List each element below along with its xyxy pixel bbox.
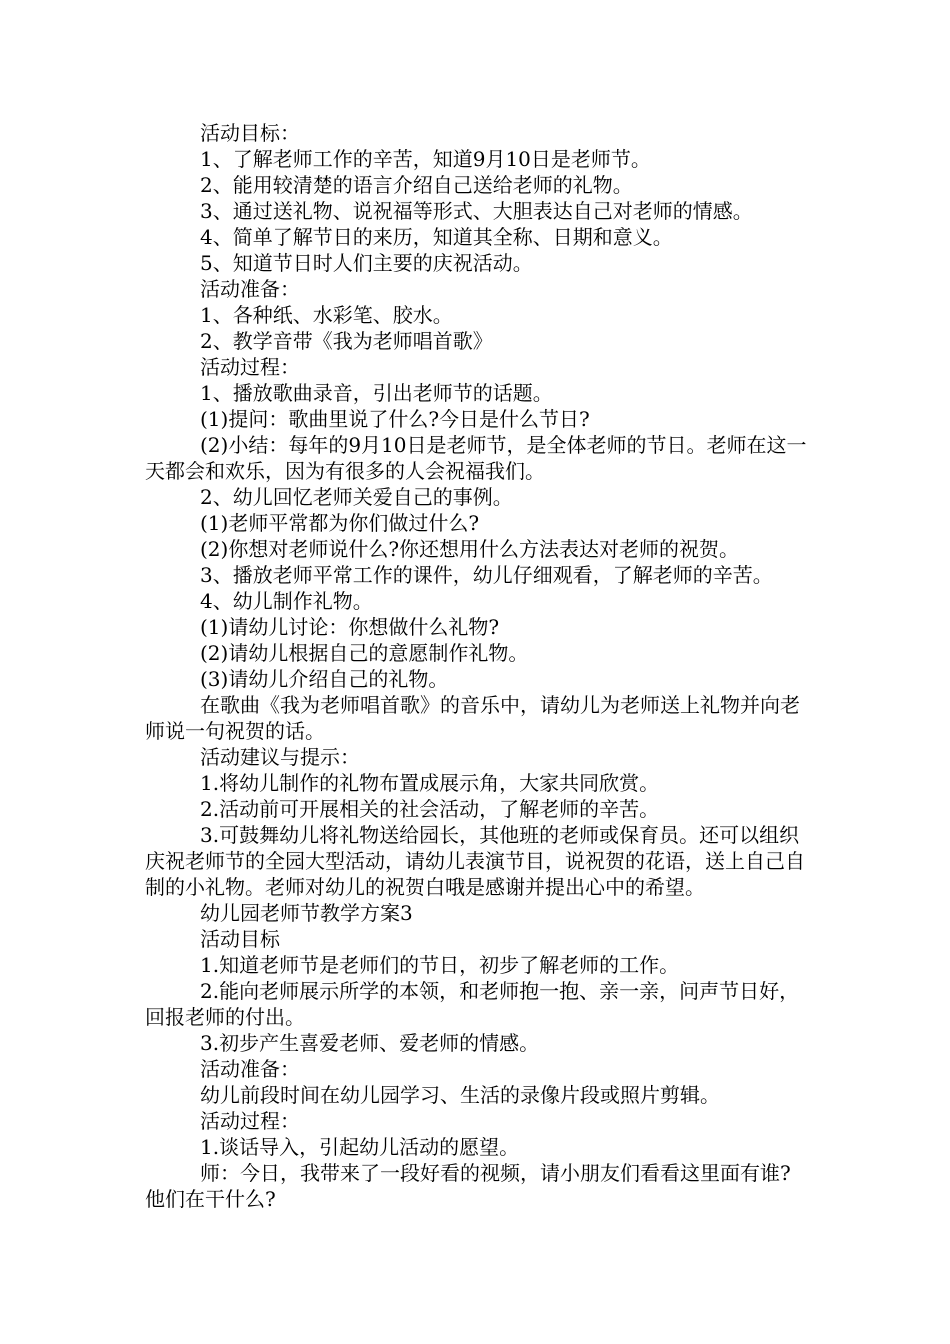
paragraph-7: 活动准备： [200,277,300,301]
paragraph-10: 活动过程： [200,355,300,379]
paragraph-17: 3、播放老师平常工作的课件，幼儿仔细观看，了解老师的辛苦。 [200,563,773,587]
paragraph-20: (2)请幼儿根据自己的意愿制作礼物。 [200,641,529,665]
paragraph-22: 在歌曲《我为老师唱首歌》的音乐中，请幼儿为老师送上礼物并向老师说一句祝贺的话。 [145,693,800,743]
document-body [145,120,810,1212]
paragraph-4: 3、通过送礼物、说祝福等形式、大胆表达自己对老师的情感。 [200,199,753,223]
paragraph-23: 活动建议与提示： [200,745,360,769]
paragraph-21: (3)请幼儿介绍自己的礼物。 [200,667,449,691]
paragraph-1: 活动目标： [200,121,300,145]
paragraph-11: 1、播放歌曲录音，引出老师节的话题。 [200,381,553,405]
paragraph-28: 活动目标 [200,927,280,951]
paragraph-25: 2.活动前可开展相关的社会活动，了解老师的辛苦。 [200,797,660,821]
paragraph-30: 2.能向老师展示所学的本领，和老师抱一抱、亲一亲，问声节日好，回报老师的付出。 [145,979,800,1029]
paragraph-8: 1、各种纸、水彩笔、胶水。 [200,303,453,327]
paragraph-31: 3.初步产生喜爱老师、爱老师的情感。 [200,1031,540,1055]
paragraph-15: (1)老师平常都为你们做过什么? [200,511,480,535]
paragraph-14: 2、幼儿回忆老师关爱自己的事例。 [200,485,513,509]
paragraph-12: (1)提问：歌曲里说了什么?今日是什么节日? [200,407,590,431]
paragraph-9: 2、教学音带《我为老师唱首歌》 [200,329,493,353]
paragraph-24: 1.将幼儿制作的礼物布置成展示角，大家共同欣赏。 [200,771,660,795]
paragraph-18: 4、幼儿制作礼物。 [200,589,373,613]
paragraph-36: 师：今日，我带来了一段好看的视频，请小朋友们看看这里面有谁?他们在干什么? [145,1161,791,1211]
paragraph-32: 活动准备： [200,1057,300,1081]
paragraph-35: 1.谈话导入，引起幼儿活动的愿望。 [200,1135,520,1159]
paragraph-3: 2、能用较清楚的语言介绍自己送给老师的礼物。 [200,173,633,197]
paragraph-13: (2)小结：每年的9月10日是老师节，是全体老师的节日。老师在这一天都会和欢乐，因为有很多的人会祝福我们。 [145,433,807,483]
paragraph-16: (2)你想对老师说什么?你还想用什么方法表达对老师的祝贺。 [200,537,740,561]
paragraph-5: 4、简单了解节日的来历，知道其全称、日期和意义。 [200,225,673,249]
paragraph-34: 活动过程： [200,1109,300,1133]
paragraph-2: 1、了解老师工作的辛苦，知道9月10日是老师节。 [200,147,651,171]
paragraph-19: (1)请幼儿讨论：你想做什么礼物? [200,615,500,639]
paragraph-27: 幼儿园老师节教学方案3 [200,901,413,925]
paragraph-6: 5、知道节日时人们主要的庆祝活动。 [200,251,533,275]
paragraph-29: 1.知道老师节是老师们的节日，初步了解老师的工作。 [200,953,680,977]
paragraph-33: 幼儿前段时间在幼儿园学习、生活的录像片段或照片剪辑。 [200,1083,720,1107]
paragraph-26: 3.可鼓舞幼儿将礼物送给园长，其他班的老师或保育员。还可以组织庆祝老师节的全园大型活动，请幼儿表演节目，说祝贺的花语，送上自己自制的小礼物。老师对幼儿的祝贺白哦是感谢并提出心中的希望。 [145,823,805,899]
